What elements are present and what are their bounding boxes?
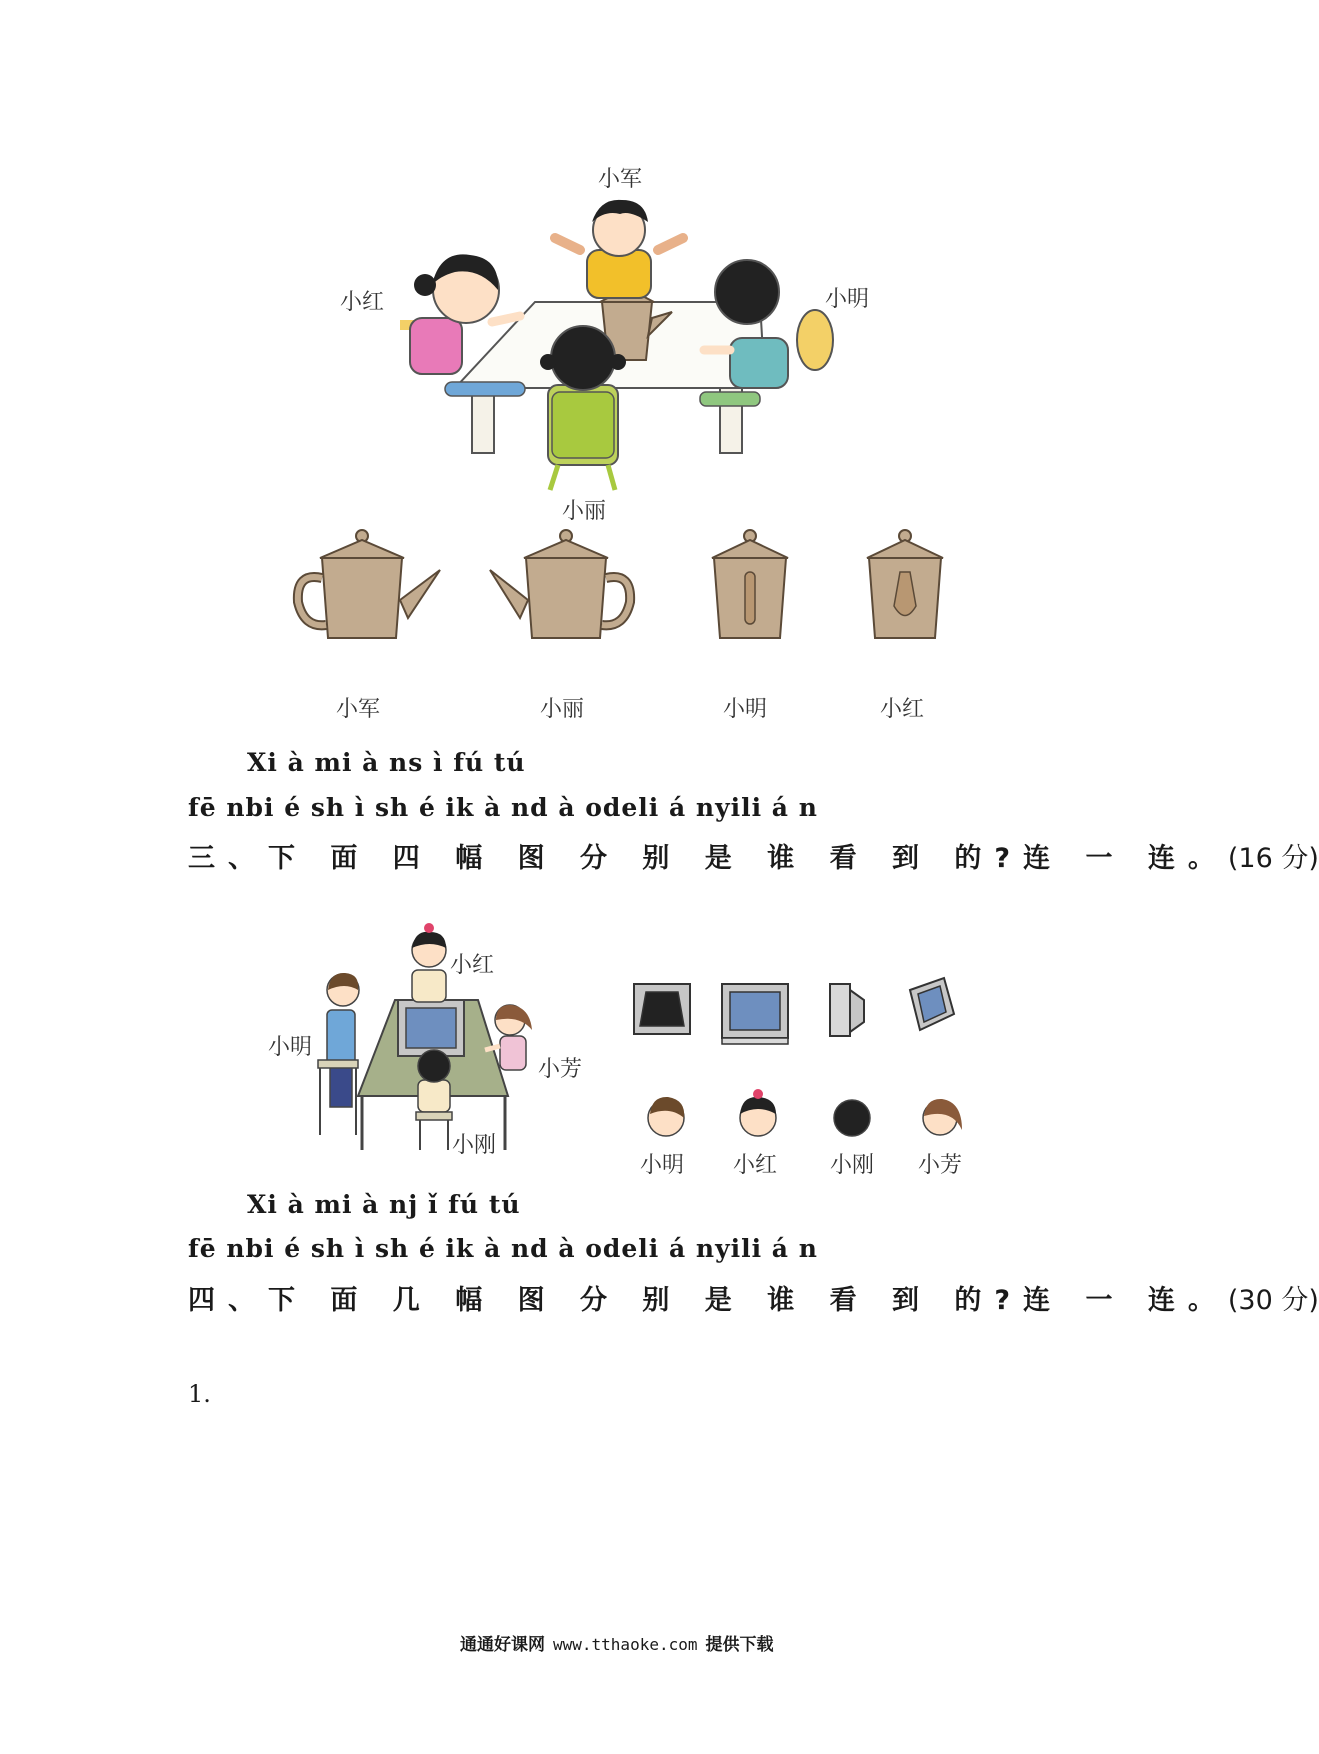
scene-label-left: 小红 xyxy=(340,290,385,315)
head-label-1: 小明 xyxy=(640,1153,685,1178)
section4-pinyin-line2: fē nbi é sh ì sh é ik à nd à odeli á nyili á n xyxy=(188,1234,818,1263)
section3-pinyin-line2: fē nbi é sh ì sh é ik à nd à odeli á nyili á n xyxy=(188,793,818,822)
section3-score: (16 分) xyxy=(1227,843,1319,874)
scene-label-bottom: 小丽 xyxy=(562,499,607,524)
head-label-4: 小芳 xyxy=(918,1153,963,1178)
footer-site-name: 通通好课网 xyxy=(460,1635,545,1655)
computer-label-bottom: 小刚 xyxy=(452,1133,497,1158)
section4-item-number: 1. xyxy=(188,1380,211,1408)
section3-pinyin-line1: Xi à mi à ns ì fú tú xyxy=(247,748,526,777)
head-xiaofang-icon xyxy=(923,1099,962,1135)
computer-label-left: 小明 xyxy=(268,1035,313,1060)
footer-suffix: 提供下载 xyxy=(705,1635,774,1655)
section3-question-text: 三、下 面 四 幅 图 分 别 是 谁 看 到 的?连 一 连。 xyxy=(188,843,1228,874)
section4-pinyin-line1: Xi à mi à nj ǐ fú tú xyxy=(247,1190,521,1219)
scene-label-right: 小明 xyxy=(825,287,870,312)
computer-label-top: 小红 xyxy=(450,953,495,978)
head-xiaoming-icon xyxy=(648,1097,684,1136)
scene-label-top: 小军 xyxy=(598,167,643,192)
computer-label-right: 小芳 xyxy=(538,1057,583,1082)
kettle-label-3: 小明 xyxy=(723,697,768,722)
page-footer xyxy=(460,1630,774,1655)
section4-score: (30 分) xyxy=(1227,1285,1319,1316)
kettle-label-2: 小丽 xyxy=(540,697,585,722)
section4-question-text: 四、下 面 几 幅 图 分 别 是 谁 看 到 的?连 一 连。 xyxy=(188,1285,1228,1316)
head-label-2: 小红 xyxy=(733,1153,778,1178)
footer-url: www.tthaoke.com xyxy=(553,1635,698,1654)
head-xiaogang-icon xyxy=(834,1100,870,1136)
head-label-3: 小刚 xyxy=(830,1153,875,1178)
kettle-label-1: 小军 xyxy=(336,697,381,722)
kettle-label-4: 小红 xyxy=(880,697,925,722)
section4-question xyxy=(188,1278,1319,1317)
head-xiaohong-icon xyxy=(740,1089,776,1136)
